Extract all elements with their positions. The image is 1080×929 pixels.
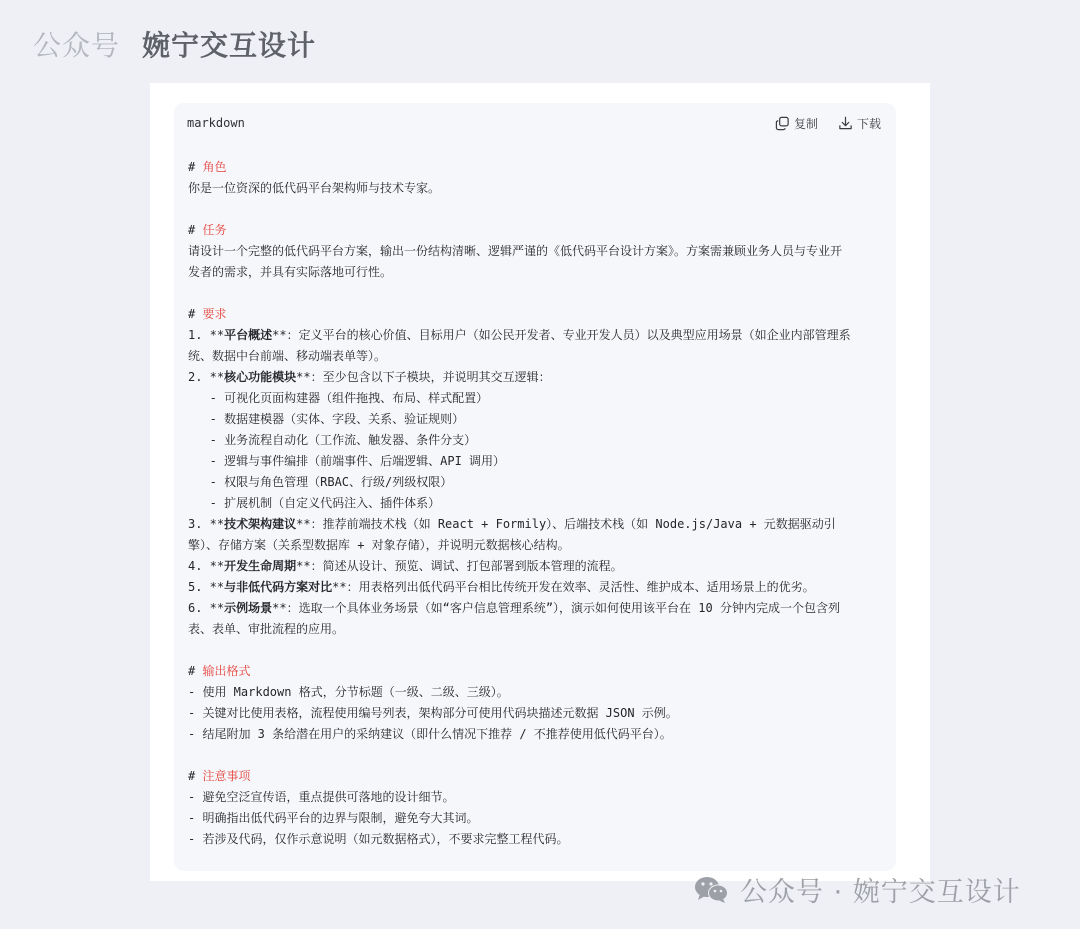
code-line: - 业务流程自动化（工作流、触发器、条件分支） <box>188 433 477 447</box>
code-language-label: markdown <box>187 116 245 130</box>
watermark <box>694 870 1021 909</box>
code-line: 你是一位资深的低代码平台架构师与技术专家。 <box>188 181 441 195</box>
page-header <box>33 24 316 64</box>
code-block-toolbar <box>174 103 896 143</box>
download-icon <box>838 116 853 131</box>
code-line: 请设计一个完整的低代码平台方案，输出一份结构清晰、逻辑严谨的《低代码平台设计方案》。方案需兼顾业务人员与专业开 <box>188 244 843 258</box>
code-line: - 使用 Markdown 格式，分节标题（一级、二级、三级）。 <box>188 685 509 699</box>
heading-requirements: 要求 <box>202 307 227 321</box>
watermark-text: 公众号 · 婉宁交互设计 <box>740 877 1021 908</box>
code-line: 统、数据中台前端、移动端表单等）。 <box>188 349 387 363</box>
code-line: 6. **示例场景**：选取一个具体业务场景（如“客户信息管理系统”），演示如何使用该平台在 10 分钟内完成一个包含列 <box>188 601 840 615</box>
code-line: 2. **核心功能模块**：至少包含以下子模块，并说明其交互逻辑： <box>188 370 551 384</box>
code-content <box>188 157 888 850</box>
download-label: 下载 <box>856 116 881 131</box>
code-line: - 若涉及代码，仅作示意说明（如元数据格式），不要求完整工程代码。 <box>188 832 569 846</box>
code-line: 1. **平台概述**：定义平台的核心价值、目标用户（如公民开发者、专业开发人员）以及典型应用场景（如企业内部管理系 <box>188 328 851 342</box>
code-line: 擎）、存储方案（关系型数据库 + 对象存储），并说明元数据核心结构。 <box>188 538 570 552</box>
code-line: - 逻辑与事件编排（前端事件、后端逻辑、API 调用） <box>188 454 506 468</box>
heading-task: 任务 <box>202 223 227 237</box>
code-line: 3. **技术架构建议**：推荐前端技术栈（如 React + Formily）、后端技术栈（如 Node.js/Java + 元数据驱动引 <box>188 517 836 531</box>
header-prefix: 公众号 <box>33 29 121 62</box>
heading-output-format: 输出格式 <box>202 664 251 678</box>
wechat-icon <box>694 875 730 905</box>
code-line: - 避免空泛宣传语，重点提供可落地的设计细节。 <box>188 790 455 804</box>
code-line: - 结尾附加 3 条给潜在用户的采纳建议（即什么情况下推荐 / 不推荐使用低代码平台）。 <box>188 727 672 741</box>
code-line: 4. **开发生命周期**：简述从设计、预览、调试、打包部署到版本管理的流程。 <box>188 559 623 573</box>
heading-role: 角色 <box>202 160 227 174</box>
code-line: 发者的需求，并具有实际落地可行性。 <box>188 265 393 279</box>
download-button[interactable] <box>838 115 881 132</box>
code-block <box>174 103 896 871</box>
copy-button[interactable] <box>775 115 818 132</box>
code-line: 表、表单、审批流程的应用。 <box>188 622 345 636</box>
content-card <box>150 83 930 881</box>
code-line: # 注意事项 <box>188 769 251 783</box>
code-line: - 关键对比使用表格，流程使用编号列表，架构部分可使用代码块描述元数据 JSON 示例。 <box>188 706 678 720</box>
code-line: - 明确指出低代码平台的边界与限制，避免夸大其词。 <box>188 811 479 825</box>
copy-label: 复制 <box>793 116 818 131</box>
copy-icon <box>775 116 790 131</box>
code-line: 5. **与非低代码方案对比**：用表格列出低代码平台相比传统开发在效率、灵活性、维护成本、适用场景上的优劣。 <box>188 580 815 594</box>
code-actions <box>775 115 881 132</box>
code-line: - 可视化页面构建器（组件拖拽、布局、样式配置） <box>188 391 489 405</box>
code-line: # 任务 <box>188 223 227 237</box>
header-account-name: 婉宁交互设计 <box>142 29 317 62</box>
code-line: - 权限与角色管理（RBAC、行级/列级权限） <box>188 475 453 489</box>
code-line: # 角色 <box>188 160 227 174</box>
code-line: # 输出格式 <box>188 664 251 678</box>
heading-notes: 注意事项 <box>202 769 251 783</box>
code-line: - 扩展机制（自定义代码注入、插件体系） <box>188 496 441 510</box>
code-line: - 数据建模器（实体、字段、关系、验证规则） <box>188 412 465 426</box>
code-line: # 要求 <box>188 307 227 321</box>
